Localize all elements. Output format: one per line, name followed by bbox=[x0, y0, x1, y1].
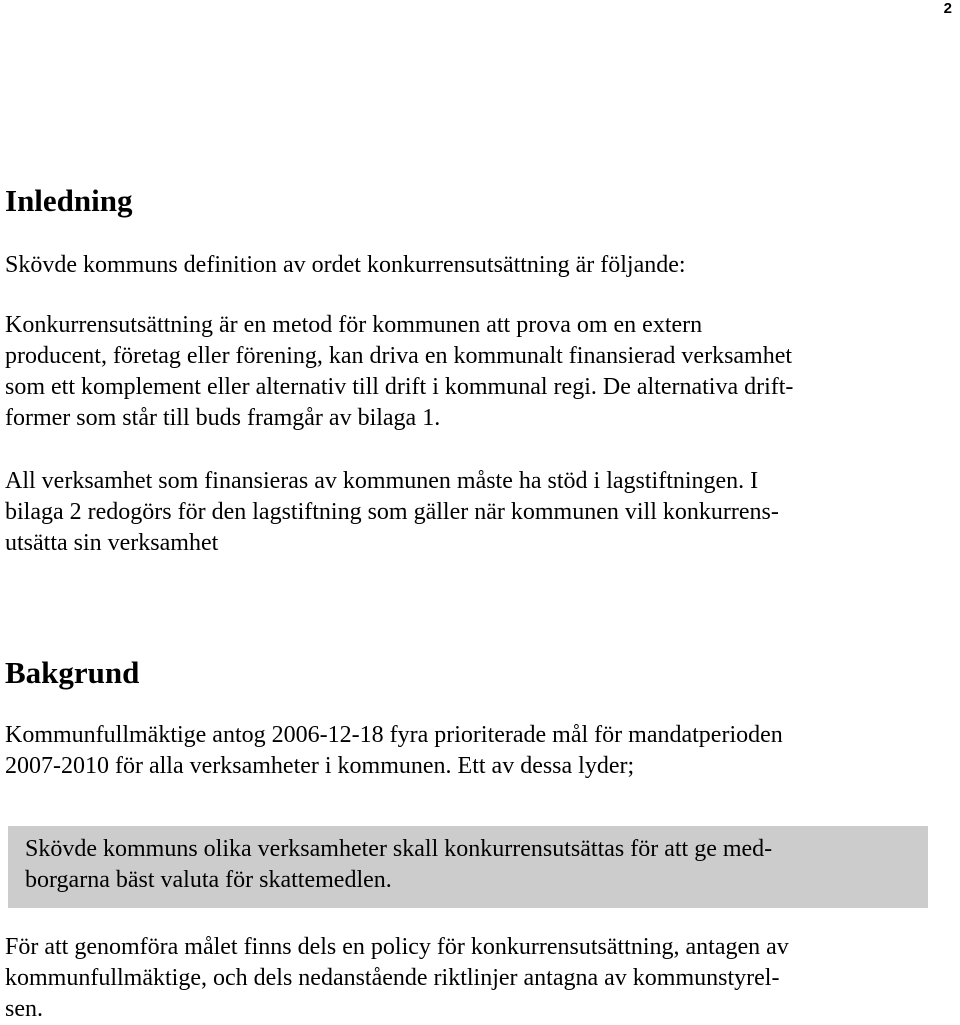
implementation-paragraph bbox=[5, 932, 935, 1025]
decision-paragraph bbox=[5, 720, 935, 782]
page-number: 2 bbox=[943, 0, 952, 17]
text-line: Skövde kommuns definition av ordet konkurrensutsättning är följande: bbox=[5, 252, 686, 278]
text-line: som ett komplement eller alternativ till drift i kommunal regi. De alternativa drift- bbox=[5, 374, 794, 400]
text-line: Kommunfullmäktige antog 2006-12-18 fyra prioriterade mål för mandatperioden bbox=[5, 722, 783, 748]
text-line: borgarna bäst valuta för skattemedlen. bbox=[25, 867, 392, 893]
text-line: All verksamhet som finansieras av kommunen måste ha stöd i lagstiftningen. I bbox=[5, 468, 759, 494]
text-line: Skövde kommuns olika verksamheter skall konkurrensutsättas för att ge med- bbox=[25, 836, 773, 862]
text-line: Konkurrensutsättning är en metod för kommunen att prova om en extern bbox=[5, 312, 703, 338]
legal-paragraph bbox=[5, 466, 935, 559]
definition-paragraph bbox=[5, 310, 935, 434]
heading-inledning: Inledning bbox=[5, 183, 133, 218]
text-line: utsätta sin verksamhet bbox=[5, 530, 219, 556]
text-line: kommunfullmäktige, och dels nedanstående riktlinjer antagna av kommunstyrel- bbox=[5, 965, 780, 991]
text-line: producent, företag eller förening, kan driva en kommunalt finansierad verksamhet bbox=[5, 343, 793, 369]
heading-bakgrund: Bakgrund bbox=[5, 655, 140, 690]
definition-intro-paragraph bbox=[5, 250, 935, 281]
goal-quote-box bbox=[8, 826, 928, 908]
text-line: 2007-2010 för alla verksamheter i kommunen. Ett av dessa lyder; bbox=[5, 753, 635, 779]
text-line: För att genomföra målet finns dels en policy för konkurrensutsättning, antagen av bbox=[5, 934, 789, 960]
text-line: bilaga 2 redogörs för den lagstiftning som gäller när kommunen vill konkurrens- bbox=[5, 499, 779, 525]
text-line: sen. bbox=[5, 996, 43, 1022]
text-line: former som står till buds framgår av bilaga 1. bbox=[5, 405, 441, 431]
